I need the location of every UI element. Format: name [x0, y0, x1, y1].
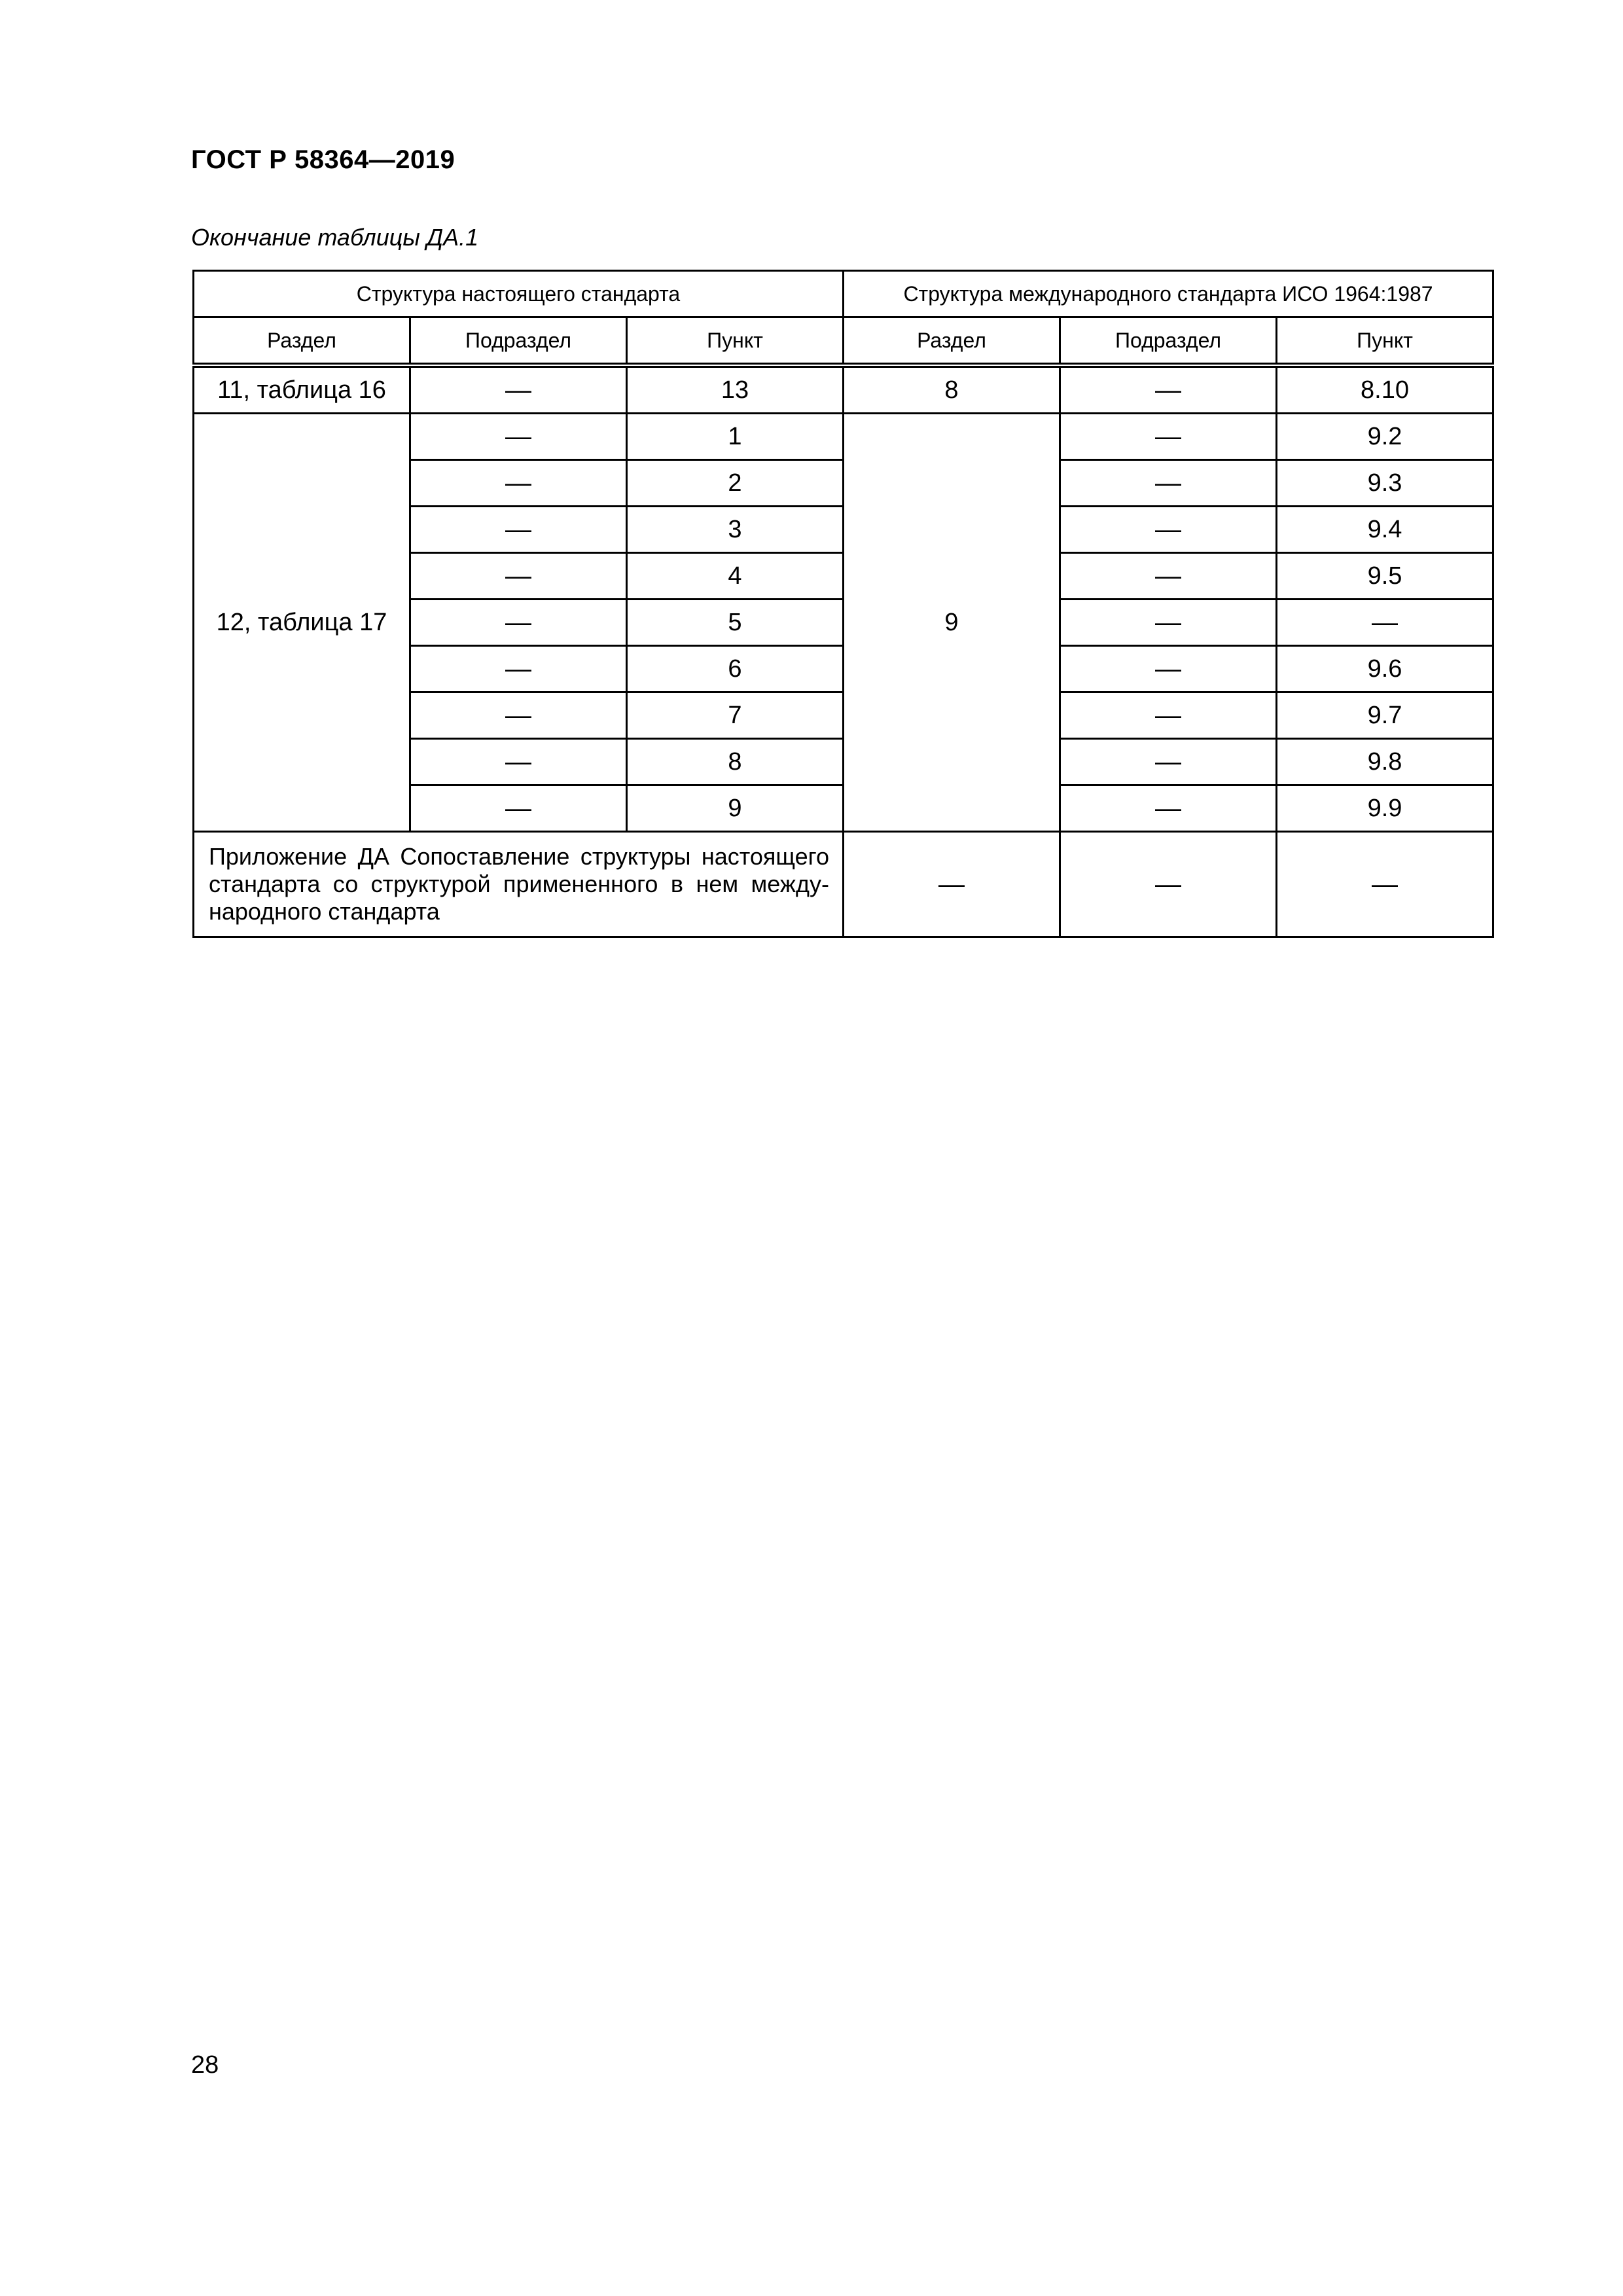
table-cell: 9.3	[1277, 460, 1493, 507]
group-header-current-standard: Структура настоящего стандарта	[194, 271, 844, 317]
table-cell: 9.5	[1277, 553, 1493, 600]
table-cell: —	[1060, 414, 1277, 460]
column-header: Пункт	[627, 317, 844, 366]
table-cell: —	[1060, 832, 1277, 937]
table-caption: Окончание таблицы ДА.1	[191, 224, 479, 251]
table-group-header-row	[194, 271, 1493, 317]
column-header: Раздел	[844, 317, 1060, 366]
table-cell: 8	[844, 365, 1060, 414]
table-cell: 4	[627, 553, 844, 600]
structure-comparison-table	[192, 270, 1494, 938]
table-cell: —	[1060, 739, 1277, 785]
table-cell: 9.2	[1277, 414, 1493, 460]
table-cell: —	[410, 460, 627, 507]
table-cell: —	[410, 414, 627, 460]
table-cell: 6	[627, 646, 844, 692]
column-header: Раздел	[194, 317, 410, 366]
table-cell: —	[1060, 365, 1277, 414]
table-cell: 9.6	[1277, 646, 1493, 692]
table-cell: 9.7	[1277, 692, 1493, 739]
table-cell: —	[844, 832, 1060, 937]
merged-section-cell: 12, таблица 17	[194, 414, 410, 832]
table-cell: —	[410, 785, 627, 832]
table-row-appendix	[194, 832, 1493, 937]
table-cell: 13	[627, 365, 844, 414]
table-cell: 8	[627, 739, 844, 785]
merged-iso-section-cell: 9	[844, 414, 1060, 832]
table-column-header-row	[194, 317, 1493, 366]
table-cell: —	[1060, 553, 1277, 600]
document-header: ГОСТ Р 58364—2019	[191, 145, 455, 174]
table-cell: —	[410, 365, 627, 414]
table-cell: —	[1060, 600, 1277, 646]
table-cell: —	[1277, 832, 1493, 937]
table-cell: 9	[627, 785, 844, 832]
column-header: Подраздел	[410, 317, 627, 366]
table-cell: —	[1060, 646, 1277, 692]
table-cell: —	[1060, 460, 1277, 507]
column-header: Пункт	[1277, 317, 1493, 366]
column-header: Подраздел	[1060, 317, 1277, 366]
table-cell: —	[410, 739, 627, 785]
table-cell: 8.10	[1277, 365, 1493, 414]
table-row	[194, 414, 1493, 460]
appendix-description-cell: Приложение ДА Сопоставление структуры настоящего стандарта со структурой примененного в нем между-народного стандарта	[194, 832, 844, 937]
table-row	[194, 365, 1493, 414]
table-cell: —	[1060, 692, 1277, 739]
table-cell: 9.9	[1277, 785, 1493, 832]
table-cell: —	[410, 507, 627, 553]
table-cell: —	[1060, 507, 1277, 553]
table-cell: 1	[627, 414, 844, 460]
table-cell: 2	[627, 460, 844, 507]
table-cell: —	[410, 646, 627, 692]
table-cell: 11, таблица 16	[194, 365, 410, 414]
page-number: 28	[191, 2051, 219, 2079]
table-cell: —	[410, 553, 627, 600]
table-cell: 7	[627, 692, 844, 739]
table-cell: —	[1060, 785, 1277, 832]
table-cell: 9.8	[1277, 739, 1493, 785]
table-cell: 5	[627, 600, 844, 646]
group-header-international-standard: Структура международного стандарта ИСО 1964:1987	[844, 271, 1493, 317]
table-cell: —	[1277, 600, 1493, 646]
table-cell: —	[410, 692, 627, 739]
table-cell: 9.4	[1277, 507, 1493, 553]
table-cell: —	[410, 600, 627, 646]
table-cell: 3	[627, 507, 844, 553]
